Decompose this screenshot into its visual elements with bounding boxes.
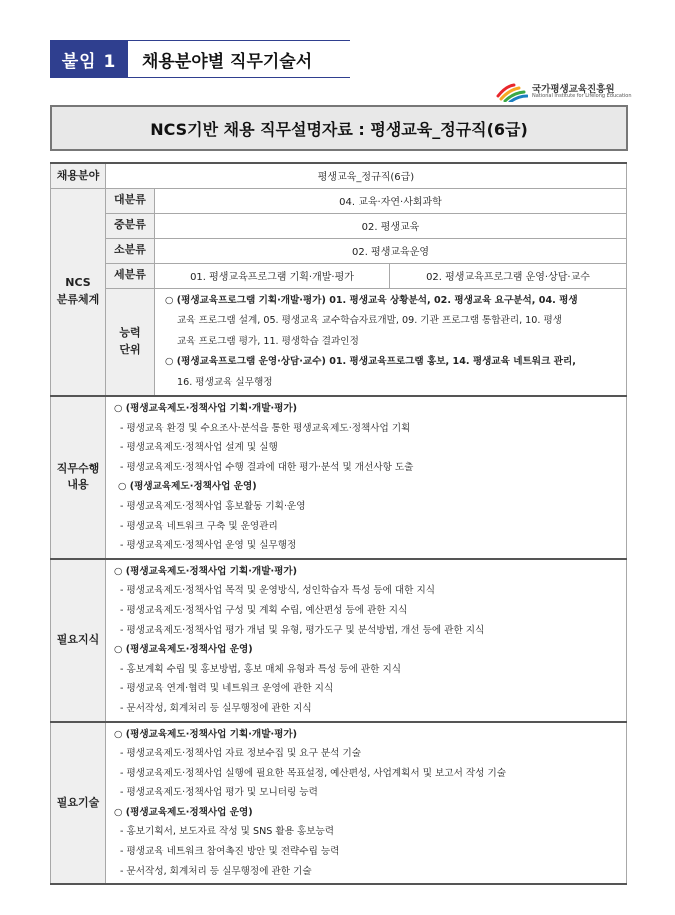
competency-unit-content	[155, 288, 627, 396]
duty-content	[106, 396, 627, 559]
hiring-field-label: 채용분야	[51, 163, 106, 188]
skill-label: 필요기술	[51, 722, 106, 885]
competency-line: 16. 평생교육 실무행정	[177, 376, 273, 388]
skill-item: - 평생교육 네트워크 참여촉진 방안 및 전략수립 능력	[114, 842, 618, 862]
duty-item: - 평생교육 환경 및 수요조사·분석을 통한 평생교육제도·정책사업 기획	[114, 419, 618, 439]
duty-item: - 평생교육제도·정책사업 운영 및 실무행정	[114, 536, 618, 556]
knowledge-item: - 평생교육제도·정책사업 구성 및 계획 수립, 예산편성 등에 관한 지식	[114, 601, 618, 621]
knowledge-content	[106, 559, 627, 722]
logo-name-en: National Institute for Lifelong Education	[532, 93, 632, 99]
organization-logo	[496, 81, 632, 103]
duty-item: - 평생교육 네트워크 구축 및 운영관리	[114, 517, 618, 537]
competency-unit-label: 능력 단위	[106, 288, 155, 396]
duty-item: - 평생교육제도·정책사업 설계 및 실행	[114, 438, 618, 458]
skill-item: - 홍보기획서, 보도자료 작성 및 SNS 활용 홍보능력	[114, 822, 618, 842]
skill-heading: ○ (평생교육제도·정책사업 운영)	[114, 806, 253, 818]
document-title: NCS기반 채용 직무설명자료 : 평생교육_정규직(6급)	[50, 105, 628, 151]
knowledge-heading: ○ (평생교육제도·정책사업 운영)	[114, 644, 253, 656]
attachment-header	[50, 40, 350, 78]
knowledge-item: - 평생교육제도·정책사업 평가 개념 및 유형, 평가도구 및 분석방법, 개선 등에 관한 지식	[114, 621, 618, 641]
knowledge-item: - 문서작성, 회계처리 등 실무행정에 관한 지식	[114, 699, 618, 719]
duty-heading: ○ (평생교육제도·정책사업 운영)	[118, 481, 257, 493]
duty-item: - 평생교육제도·정책사업 홍보활동 기획·운영	[114, 497, 618, 517]
skill-item: - 문서작성, 회계처리 등 실무행정에 관한 기술	[114, 862, 618, 882]
competency-line: 교육 프로그램 설계, 05. 평생교육 교수학습자료개발, 09. 기관 프로그램 통합관리, 10. 평생	[177, 315, 563, 326]
detail-category-value-2: 02. 평생교육프로그램 운영·상담·교수	[390, 263, 627, 288]
middle-category-value: 02. 평생교육	[155, 213, 627, 238]
competency-line: ○ (평생교육프로그램 운영·상담·교수) 01. 평생교육프로그램 홍보, 14. 평생교육 네트워크 관리,	[165, 356, 576, 367]
attachment-title: 채용분야별 직무기술서	[128, 40, 350, 78]
skill-heading: ○ (평생교육제도·정책사업 기획·개발·평가)	[114, 728, 298, 740]
skill-item: - 평생교육제도·정책사업 자료 정보수집 및 요구 분석 기술	[114, 744, 618, 764]
competency-line: 교육 프로그램 평가, 11. 평생학습 결과인정	[177, 335, 359, 347]
duty-heading: ○ (평생교육제도·정책사업 기획·개발·평가)	[114, 403, 298, 414]
detail-category-value-1: 01. 평생교육프로그램 기획·개발·평가	[155, 263, 390, 288]
knowledge-label: 필요지식	[51, 559, 106, 722]
attachment-tag: 붙임 1	[50, 40, 128, 78]
minor-category-value: 02. 평생교육운영	[155, 238, 627, 263]
skill-item: - 평생교육제도·정책사업 실행에 필요한 목표설정, 예산편성, 사업계획서 및 보고서 작성 기술	[114, 764, 618, 784]
duty-label: 직무수행 내용	[51, 396, 106, 559]
hiring-field-value: 평생교육_정규직(6급)	[106, 163, 627, 188]
knowledge-heading: ○ (평생교육제도·정책사업 기획·개발·평가)	[114, 565, 298, 577]
major-category-value: 04. 교육·자연·사회과학	[155, 188, 627, 213]
major-category-label: 대분류	[106, 188, 155, 213]
middle-category-label: 중분류	[106, 213, 155, 238]
knowledge-item: - 평생교육제도·정책사업 목적 및 운영방식, 성인학습자 특성 등에 대한 지식	[114, 581, 618, 601]
ncs-label: NCS 분류체계	[51, 188, 106, 396]
skill-item: - 평생교육제도·정책사업 평가 및 모니터링 능력	[114, 783, 618, 803]
skill-content	[106, 722, 627, 885]
logo-name-ko: 국가평생교육진흥원	[532, 84, 615, 95]
duty-item: - 평생교육제도·정책사업 수행 결과에 대한 평가·분석 및 개선사항 도출	[114, 458, 618, 478]
knowledge-item: - 평생교육 연계·협력 및 네트워크 운영에 관한 지식	[114, 679, 618, 699]
competency-line: ○ (평생교육프로그램 기획·개발·평가) 01. 평생교육 상황분석, 02. 평생교육 요구분석, 04. 평생	[165, 294, 578, 306]
job-description-table	[50, 162, 627, 885]
minor-category-label: 소분류	[106, 238, 155, 263]
logo-mark-icon	[496, 82, 528, 102]
knowledge-item: - 홍보계획 수립 및 홍보방법, 홍보 매체 유형과 특성 등에 관한 지식	[114, 660, 618, 680]
detail-category-label: 세분류	[106, 263, 155, 288]
